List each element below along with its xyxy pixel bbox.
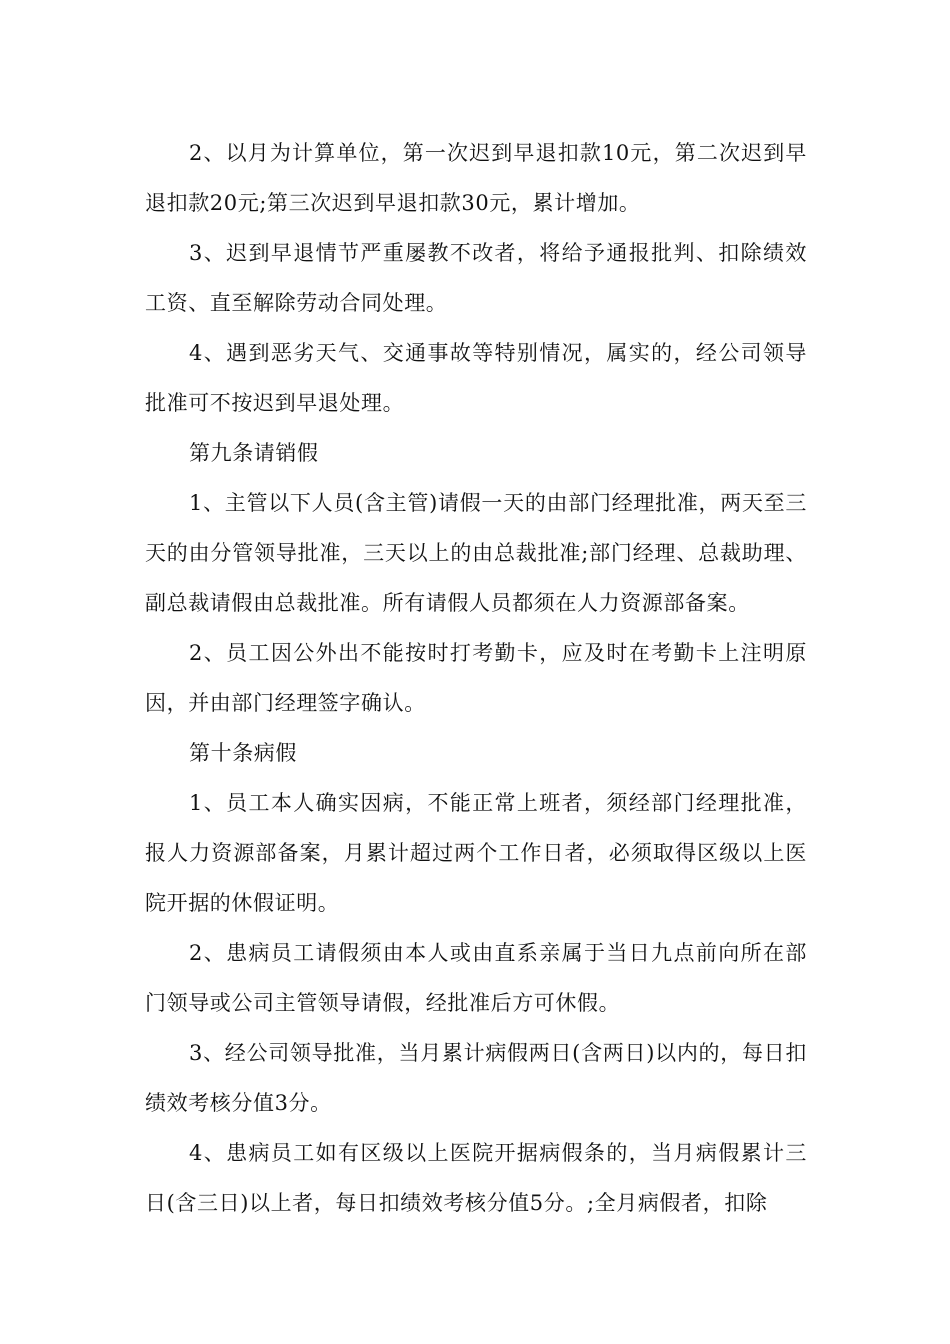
paragraph-late-penalty: 2、以月为计算单位，第一次迟到早退扣款10元，第二次迟到早退扣款20元;第三次迟到早退扣款30元，累计增加。	[145, 141, 807, 215]
paragraph-business-outing: 2、员工因公外出不能按时打考勤卡，应及时在考勤卡上注明原因，并由部门经理签字确认。	[145, 641, 807, 715]
paragraph-leave-approval: 1、主管以下人员(含主管)请假一天的由部门经理批准，两天至三天的由分管领导批准，三天以上的由总裁批准;部门经理、总裁助理、副总裁请假由总裁批准。所有请假人员都须在人力资源部备案。	[145, 491, 807, 615]
document-body	[145, 128, 807, 1228]
paragraph-repeat-offense: 3、迟到早退情节严重屡教不改者，将给予通报批判、扣除绩效工资、直至解除劳动合同处理。	[145, 241, 807, 315]
paragraph-sick-certificate: 1、员工本人确实因病，不能正常上班者，须经部门经理批准，报人力资源部备案，月累计超过两个工作日者，必须取得区级以上医院开据的休假证明。	[145, 791, 807, 915]
paragraph-special-circumstances: 4、遇到恶劣天气、交通事故等特别情况，属实的，经公司领导批准可不按迟到早退处理。	[145, 341, 807, 415]
paragraph-sick-deduction-short: 3、经公司领导批准，当月累计病假两日(含两日)以内的，每日扣绩效考核分值3分。	[145, 1041, 807, 1115]
paragraph-sick-deduction-long: 4、患病员工如有区级以上医院开据病假条的，当月病假累计三日(含三日)以上者，每日扣绩效考核分值5分。;全月病假者，扣除	[145, 1141, 807, 1215]
paragraph-sick-request: 2、患病员工请假须由本人或由直系亲属于当日九点前向所在部门领导或公司主管领导请假，经批准后方可休假。	[145, 941, 807, 1015]
section-heading-leave: 第九条请销假	[189, 441, 319, 465]
section-heading-sick-leave: 第十条病假	[189, 741, 297, 765]
